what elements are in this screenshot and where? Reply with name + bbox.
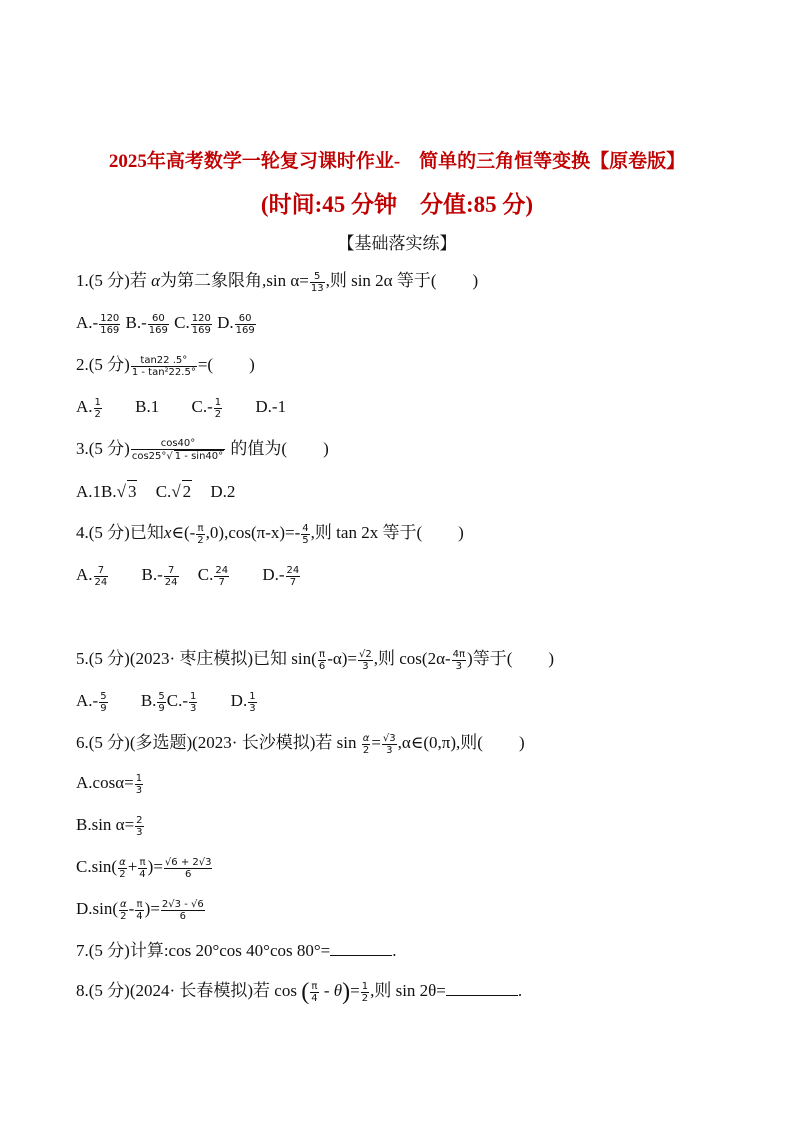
question-3-options: A.1B.√ 3 C.√ 2 D.2 [76, 482, 236, 501]
fraction: $\frac{5}{13}$ [310, 270, 324, 294]
question-1-stem: 1.(5 分)若 α为第二象限角,sin α= $\frac{5}{13}$ ,则 sin 2α 等于( ) [76, 270, 479, 294]
question-8-stem: 8.(5 分)(2024· 长春模拟)若 cos ( $\frac{\pi}{4}$ - θ)= $\frac{1}{2}$ ,则 sin 2θ= . [76, 979, 523, 1006]
question-3-stem: 3.(5 分) $\frac{\cos 40^\circ}{\cos 25^\circ√ 1 - \sin 40^\circ}$ 的值为( ) [76, 438, 329, 463]
question-4-options: A. $\frac{7}{24}$ B.- $\frac{7}{24}$ C. $\frac{24}{7}$ D.- $\frac{24}{7}$ [76, 564, 300, 588]
question-5-options: A.- $\frac{5}{9}$ B. $\frac{5}{9}$ C.- $\frac{1}{3}$ D. $\frac{1}{3}$ [76, 690, 256, 714]
answer-blank [446, 981, 518, 996]
question-6-option-a: A.cosα= $\frac{1}{3}$ [76, 772, 143, 796]
question-6-option-c: C.sin( $\frac{\alpha}{2}$ + $\frac{\pi}{4}$ )= $\frac{√6 + 2√3}{6}$ [76, 856, 212, 880]
question-6-option-d: D.sin( $\frac{\alpha}{2}$ - $\frac{\pi}{4}$ )= $\frac{2√3 - √6}{6}$ [76, 898, 204, 922]
question-1-options: A.- $\frac{120}{169}$ B.- $\frac{60}{169}$ C. $\frac{120}{169}$ D. $\frac{60}{169}$ [76, 312, 255, 336]
document-title: 2025年高考数学一轮复习课时作业- 简单的三角恒等变换【原卷版】 [108, 151, 686, 172]
question-7-stem: 7.(5 分)计算:cos 20°cos 40°cos 80°= . [76, 941, 397, 960]
question-4-stem: 4.(5 分)已知x∈(- $\frac{\pi}{2}$ ,0),cos(π-x)=- $\frac{4}{5}$ ,则 tan 2x 等于( ) [76, 522, 464, 546]
question-6-option-b: B.sin α= $\frac{2}{3}$ [76, 814, 143, 838]
time-score-subtitle: (时间:45 分钟 分值:85 分) [260, 192, 534, 217]
question-6-stem: 6.(5 分)(多选题)(2023· 长沙模拟)若 sin $\frac{\alpha}{2}$ = $\frac{√3}{3}$ ,α∈(0,π),则( ) [76, 732, 525, 756]
question-5-stem: 5.(5 分)(2023· 枣庄模拟)已知 sin( $\frac{\pi}{6}$ -α)= $\frac{√2}{3}$ ,则 cos(2α- $\frac{4\pi}{3}$ )等于( ) [76, 648, 555, 672]
question-2-stem: 2.(5 分) $\frac{\tan 22 .5^\circ}{\text{1 - tan²22.5°}}$ =( ) [76, 354, 255, 378]
question-2-options: A. $\frac{1}{2}$ B.1 C.- $\frac{1}{2}$ D.-1 [76, 396, 287, 420]
answer-blank [330, 941, 392, 956]
section-heading: 【基础落实练】 [337, 234, 457, 253]
